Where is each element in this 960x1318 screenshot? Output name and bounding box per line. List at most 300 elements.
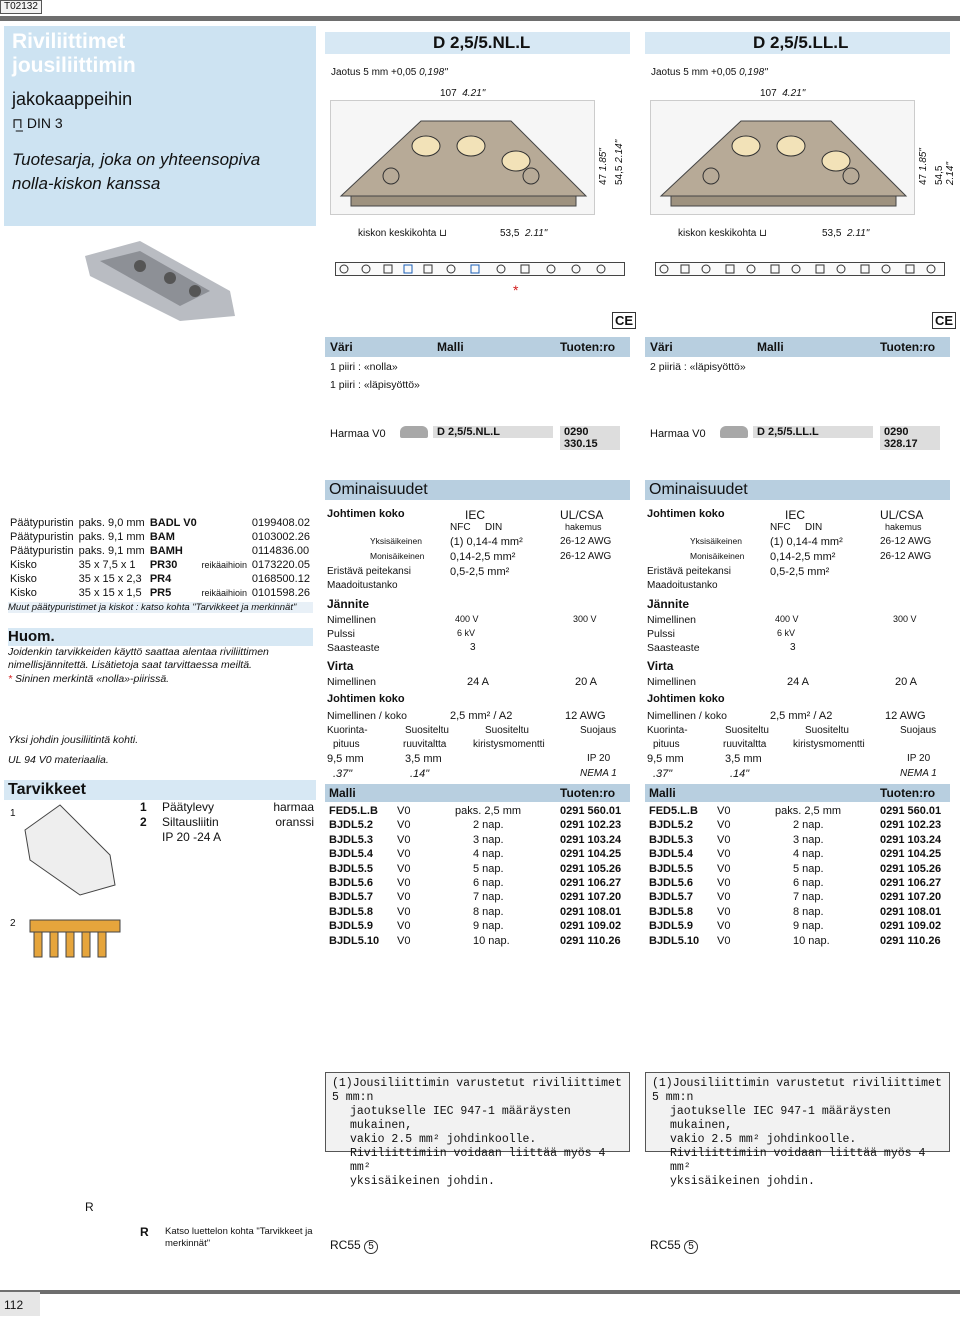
spec-r-in: .14" [410, 768, 430, 780]
spec-nfc: NFC [770, 522, 791, 533]
spec-malli: Malli [329, 786, 356, 800]
jumper-row [645, 805, 950, 819]
spec-r-mm: 3,5 mm [725, 753, 762, 765]
spec-k-in: .37" [653, 768, 673, 780]
jumper-poles: 6 nap. [473, 877, 504, 889]
tarvike-color: oranssi [275, 815, 314, 829]
jumper-color: V0 [397, 862, 411, 875]
spec-iec: IEC [465, 508, 486, 522]
doc-code: T02132 [0, 0, 42, 14]
left-asterisk: * [513, 282, 519, 298]
spec-pulssi-val: 6 kV [777, 628, 796, 638]
jumper-model: BJDL5.8 [329, 905, 374, 918]
accessory-row [8, 572, 313, 586]
title-line1: Riviliittimet [12, 30, 126, 53]
spec-nema: NEMA 1 [900, 768, 937, 779]
left-product-swatch [400, 426, 428, 438]
jumper-model: BJDL5.9 [649, 920, 694, 933]
spec-din: DIN [805, 522, 823, 533]
accessory-cell: reikäaihioin [201, 588, 248, 598]
right-pitch: Jaotus 5 mm +0,05 0,198" [651, 67, 768, 78]
accessory-cell [200, 544, 250, 558]
right-table-header [645, 337, 950, 357]
huom-text5: UL 94 V0 materiaalia. [8, 754, 109, 766]
spec-jannite: Jännite [647, 597, 690, 611]
din-rail-icon: ⊓̲ [12, 115, 27, 131]
spec-suos1: Suositeltu [725, 725, 769, 736]
header-tuoten: Tuoten:ro [880, 340, 936, 354]
spec-tuoten: Tuoten:ro [560, 786, 616, 800]
accessory-row [8, 586, 313, 600]
spec-nim-koko: Nimellinen / koko [647, 710, 727, 722]
jumper-poles: 10 nap. [793, 934, 830, 947]
jumper-poles: 9 nap. [473, 920, 504, 933]
tarvikkeet-list [140, 800, 318, 845]
right-model-band [645, 32, 950, 54]
accessory-cell: Päätypuristin [10, 517, 74, 529]
jumper-code: 0291 108.01 [560, 905, 622, 918]
right-dim-h2: 54,5 2.14" [934, 161, 956, 185]
spec-hakemus: hakemus [885, 522, 922, 532]
jumper-color: V0 [717, 891, 731, 904]
right-rail-dim: 53,5 2.11" [822, 228, 870, 239]
jumper-model: BJDL5.2 [329, 819, 374, 832]
title-line5: nolla-kiskon kanssa [12, 174, 161, 193]
jumper-color: V0 [717, 920, 731, 933]
jumper-poles: 7 nap. [793, 891, 824, 904]
spec-nimellinen: Nimellinen [327, 676, 377, 688]
spec-nimellinen: Nimellinen [647, 676, 697, 688]
spec-nim-ul: 300 V [573, 614, 597, 624]
right-strip-diagram [655, 262, 945, 276]
jumper-color: V0 [717, 805, 731, 817]
spec-virta: Virta [327, 659, 354, 673]
jumper-model: BJDL5.6 [649, 877, 694, 889]
left-dim-width: 107 4.21" [440, 88, 486, 99]
spec-ip: IP 20 [587, 753, 611, 764]
jumper-poles: 5 nap. [793, 862, 824, 875]
accessory-cell [200, 572, 250, 586]
spec-kiris: kiristysmomentti [793, 739, 865, 750]
header-vari: Väri [650, 340, 673, 354]
spec-suos2: Suositeltu [485, 725, 529, 736]
jumper-row [325, 805, 630, 819]
spec-maadoitus: Maadoitustanko [647, 580, 718, 591]
jumper-model: FED5.L.B [649, 805, 698, 817]
jumper-color: V0 [717, 905, 731, 918]
rail-icon: ⊔ [759, 228, 767, 239]
spec-kiris: kiristysmomentti [473, 739, 545, 750]
huom-text3: Sininen merkintä «nolla»-piirissä. [15, 673, 170, 685]
spec-moni-ul: 26-12 AWG [560, 551, 612, 562]
accessory-cell: paks. 9,1 mm [78, 545, 145, 557]
spec-nim-koko: Nimellinen / koko [327, 710, 407, 722]
spec-hakemus: hakemus [565, 522, 602, 532]
left-terminal-drawing [330, 100, 595, 215]
jumper-row [325, 891, 630, 905]
left-circuit-2: 1 piiri : «läpisyöttö» [330, 379, 420, 391]
jumper-row [325, 920, 630, 934]
jumper-model: BJDL5.4 [649, 848, 694, 861]
spec-nim-koko-ul: 12 AWG [565, 710, 606, 722]
spec-johtimen-koko2: Johtimen koko [647, 693, 725, 705]
jumper-code: 0291 102.23 [880, 819, 942, 832]
accessory-cell: paks. 9,0 mm [78, 517, 145, 529]
jumper-color: V0 [717, 848, 731, 861]
jumper-code: 0291 105.26 [560, 862, 622, 875]
jumper-row [325, 863, 630, 877]
accessory-cell: 0101598.26 [251, 587, 310, 599]
jumper-color: V0 [717, 877, 731, 889]
jumper-poles: paks. 2,5 mm [775, 805, 842, 817]
jumper-poles: 3 nap. [473, 833, 504, 846]
jumper-code: 0291 108.01 [880, 905, 942, 918]
right-terminal-drawing [650, 100, 915, 215]
spec-ulcsa: UL/CSA [880, 508, 924, 522]
spec-nim-iec: 400 V [775, 614, 799, 624]
tarvike-color: harmaa [273, 800, 314, 814]
spec-ruuv: ruuvitaltta [723, 739, 767, 750]
jumper-code: 0291 109.02 [880, 920, 942, 933]
jumper-model: BJDL5.10 [329, 934, 380, 947]
accessories-note: Muut päätypuristimet ja kiskot : katso kohta "Tarvikkeet ja merkinnät" [8, 602, 313, 613]
jumper-code: 0291 104.25 [880, 848, 942, 861]
spec-johtimen-koko: Johtimen koko [647, 508, 725, 520]
tarvikkeet-label-1: 1 [10, 808, 16, 819]
jumper-poles: paks. 2,5 mm [455, 805, 522, 817]
tarvike-name: Päätylevy [162, 800, 215, 814]
spec-yksi: Yksisäikeinen [370, 536, 422, 546]
right-rc55: RC55 5 [650, 1238, 698, 1254]
tarvikkeet-title: Tarvikkeet [4, 780, 316, 800]
spec-pulssi-val: 6 kV [457, 628, 476, 638]
spec-johtimen-koko: Johtimen koko [327, 508, 405, 520]
jumper-poles: 6 nap. [793, 877, 824, 889]
spec-saasteaste: Saasteaste [327, 642, 380, 654]
ce-mark-icon: CE [612, 312, 636, 329]
spec-virta-iec: 24 A [787, 676, 810, 688]
jumper-poles: 9 nap. [793, 920, 824, 933]
accessory-cell: BADL V0 [149, 517, 197, 529]
spec-pulssi: Pulssi [327, 628, 356, 640]
jumper-color: V0 [717, 819, 731, 832]
jumper-code: 0291 560.01 [880, 805, 942, 817]
huom-section [8, 628, 313, 687]
jumper-poles: 8 nap. [793, 905, 824, 918]
accessory-row [8, 516, 313, 530]
accessory-row [8, 530, 313, 544]
spec-eristava: Eristävä peitekansi [327, 566, 411, 577]
jumper-row [645, 935, 950, 949]
title-line2: jousiliittimin [12, 54, 136, 77]
accessory-cell: Päätypuristin [10, 531, 74, 543]
spec-r-in: .14" [730, 768, 750, 780]
left-rail-dim: 53,5 2.11" [500, 228, 548, 239]
accessory-cell: 0103002.26 [251, 531, 310, 543]
jumper-row [645, 834, 950, 848]
spec-yksi-ul: 26-12 AWG [880, 536, 932, 547]
spec-virta-ul: 20 A [575, 676, 598, 688]
page-number: 112 [0, 1290, 40, 1316]
right-circuit-1: 2 piiriä : «läpisyöttö» [650, 361, 746, 373]
left-dim-h2: 54,5 2.14" [614, 139, 625, 185]
jumper-model: FED5.L.B [329, 805, 378, 817]
jumper-code: 0291 104.25 [560, 848, 622, 861]
spec-title: Ominaisuudet [645, 480, 950, 500]
spec-suos2: Suositeltu [805, 725, 849, 736]
jumper-color: V0 [397, 920, 411, 933]
left-strip-diagram [335, 262, 625, 276]
header-malli: Malli [757, 340, 784, 354]
accessory-cell: Kisko [10, 587, 37, 599]
tarvike-item [140, 830, 318, 845]
jumper-color: V0 [397, 891, 411, 904]
jumper-poles: 2 nap. [793, 819, 824, 832]
spec-yksi-ul: 26-12 AWG [560, 536, 612, 547]
jumper-model: BJDL5.2 [649, 819, 694, 832]
spec-jannite: Jännite [327, 597, 370, 611]
spec-ruuv: ruuvitaltta [403, 739, 447, 750]
bottom-r-upper: R [85, 1200, 94, 1214]
jumper-row [645, 906, 950, 920]
jumper-code: 0291 103.24 [880, 833, 942, 846]
spec-kuorinta1: Kuorinta- [647, 725, 688, 736]
spec-suojaus: Suojaus [580, 725, 617, 736]
tarvikkeet-drawing [20, 800, 130, 970]
jumper-code: 0291 560.01 [560, 805, 622, 817]
spec-k-mm: 9,5 mm [647, 753, 684, 765]
spec-nema: NEMA 1 [580, 768, 617, 779]
jumper-model: BJDL5.5 [649, 862, 694, 875]
title-line4: Tuotesarja, joka on yhteensopiva [12, 150, 261, 169]
spec-nimellinen: Nimellinen [647, 614, 697, 626]
jumper-code: 0291 106.27 [560, 877, 622, 889]
accessory-cell: 0199408.02 [251, 517, 310, 529]
left-rc55: RC55 5 [330, 1238, 378, 1254]
jumper-color: V0 [397, 833, 411, 846]
right-product-code: 0290 328.17 [880, 426, 940, 450]
top-bar [0, 16, 960, 21]
jumper-row [645, 848, 950, 862]
accessory-row [8, 558, 313, 572]
jumper-model: BJDL5.8 [649, 905, 694, 918]
spec-virta: Virta [647, 659, 674, 673]
jumper-model: BJDL5.3 [649, 833, 694, 846]
spec-ip: IP 20 [907, 753, 931, 764]
accessory-cell: Kisko [10, 559, 37, 571]
tarvike-item [140, 800, 318, 815]
right-rail-label: kiskon keskikohta ⊔ [678, 228, 767, 239]
product-photo [80, 236, 240, 326]
jumper-row [325, 819, 630, 833]
jumper-color: V0 [397, 805, 411, 817]
jumper-code: 0291 105.26 [880, 862, 942, 875]
spec-moni-iec: 0,14-2,5 mm² [450, 551, 516, 563]
right-footnote: (1)Jousiliittimin varustetut riviliittimet 5 mm:n jaotukselle IEC 947-1 määräysten mukainen, vakio 2.5 mm² johdinkoolle. Riviliittimiin voidaan liittää myös 4 mm² yksisäikeinen johdin. [645, 1072, 950, 1152]
left-product-color: Harmaa V0 [330, 428, 386, 440]
spec-nimellinen: Nimellinen [327, 614, 377, 626]
jumper-code: 0291 103.24 [560, 833, 622, 846]
spec-eristava: Eristävä peitekansi [647, 566, 731, 577]
jumper-code: 0291 109.02 [560, 920, 622, 933]
jumper-model: BJDL5.10 [649, 934, 700, 947]
left-rail-label: kiskon keskikohta ⊔ [358, 228, 447, 239]
bottom-note: Katso luettelon kohta "Tarvikkeet ja merkinnät" [165, 1226, 313, 1249]
bottom-bar [40, 1290, 960, 1294]
huom-star: * [8, 673, 13, 685]
accessory-cell [200, 516, 250, 530]
jumper-poles: 8 nap. [473, 905, 504, 918]
right-product-row [645, 426, 950, 450]
accessories-table [8, 516, 313, 613]
huom-text2: nimellisjännitettä. Lisätietoja saat tarvittaessa meiltä. [8, 659, 252, 671]
jumper-model: BJDL5.4 [329, 848, 374, 861]
jumper-color: V0 [717, 934, 731, 947]
spec-kuorinta1: Kuorinta- [327, 725, 368, 736]
jumper-color: V0 [397, 877, 411, 889]
huom-title: Huom. [8, 628, 313, 646]
spec-iec: IEC [785, 508, 806, 522]
jumper-model: BJDL5.7 [649, 891, 694, 904]
tarvike-name: IP 20 -24 A [162, 830, 222, 844]
right-product-model: D 2,5/5.LL.L [753, 426, 873, 438]
spec-nim-ul: 300 V [893, 614, 917, 624]
accessory-cell: BAM [149, 531, 175, 543]
jumper-model: BJDL5.5 [329, 862, 374, 875]
left-product-code: 0290 330.15 [560, 426, 620, 450]
spec-yksi-iec: (1) 0,14-4 mm² [450, 536, 523, 548]
rail-icon: ⊔ [439, 228, 447, 239]
left-circuit-1: 1 piiri : «nolla» [330, 361, 398, 373]
accessory-cell: 35 x 15 x 1,5 [78, 587, 142, 599]
spec-kuorinta2: pituus [653, 739, 680, 750]
spec-nfc: NFC [450, 522, 471, 533]
title-line3: jakokaappeihin [12, 89, 133, 109]
ce-mark-icon: CE [932, 312, 956, 329]
accessory-row [8, 544, 313, 558]
tarvikkeet-label-2: 2 [10, 918, 16, 929]
spec-saaste-val: 3 [470, 642, 476, 653]
jumper-row [645, 819, 950, 833]
accessory-cell: paks. 9,1 mm [78, 531, 145, 543]
jumper-model: BJDL5.7 [329, 891, 374, 904]
huom-text1: Joidenkin tarvikkeiden käyttö saattaa alentaa riviliittimen [8, 646, 269, 658]
header-malli: Malli [437, 340, 464, 354]
spec-malli: Malli [649, 786, 676, 800]
left-dim-h1: 47 1.85" [598, 148, 609, 185]
jumper-model: BJDL5.3 [329, 833, 374, 846]
jumper-poles: 4 nap. [473, 848, 504, 861]
jumper-model: BJDL5.6 [329, 877, 374, 889]
spec-virta-ul: 20 A [895, 676, 918, 688]
tarvike-item [140, 815, 318, 830]
jumper-poles: 10 nap. [473, 934, 510, 947]
jumper-row [645, 920, 950, 934]
jumper-code: 0291 110.26 [880, 934, 941, 947]
accessory-cell: reikäaihioin [201, 560, 248, 570]
accessory-cell: 35 x 7,5 x 1 [78, 559, 136, 571]
jumper-color: V0 [717, 862, 731, 875]
accessory-cell: Päätypuristin [10, 545, 74, 557]
jumper-model: BJDL5.9 [329, 920, 374, 933]
spec-suojaus: Suojaus [900, 725, 937, 736]
spec-ulcsa: UL/CSA [560, 508, 604, 522]
spec-nim-koko-iec: 2,5 mm² / A2 [770, 710, 833, 722]
header-tuoten: Tuoten:ro [560, 340, 616, 354]
accessory-cell: 0173220.05 [251, 559, 310, 571]
left-product-row [325, 426, 630, 450]
right-dim-h1: 47 1.85" [918, 148, 929, 185]
jumper-poles: 5 nap. [473, 862, 504, 875]
accessory-cell [200, 530, 250, 544]
right-product-color: Harmaa V0 [650, 428, 706, 440]
jumper-code: 0291 106.27 [880, 877, 942, 889]
accessory-cell: BAMH [149, 545, 183, 557]
right-product-swatch [720, 426, 748, 438]
jumper-code: 0291 110.26 [560, 934, 621, 947]
spec-pulssi: Pulssi [647, 628, 676, 640]
accessory-cell: PR4 [149, 573, 172, 585]
accessory-cell: 35 x 15 x 2,3 [78, 573, 142, 585]
spec-nim-iec: 400 V [455, 614, 479, 624]
spec-nim-koko-ul: 12 AWG [885, 710, 926, 722]
tarvike-name: Siltausliitin [162, 815, 219, 829]
spec-k-mm: 9,5 mm [327, 753, 364, 765]
accessory-cell: PR5 [149, 587, 172, 599]
spec-moni-ul: 26-12 AWG [880, 551, 932, 562]
right-model-title: D 2,5/5.LL.L [753, 33, 849, 52]
spec-moni-iec: 0,14-2,5 mm² [770, 551, 836, 563]
spec-eristava-val: 0,5-2,5 mm² [770, 566, 830, 578]
jumper-row [645, 877, 950, 891]
spec-din: DIN [485, 522, 503, 533]
spec-k-in: .37" [333, 768, 353, 780]
jumper-code: 0291 107.20 [880, 891, 942, 904]
spec-suos1: Suositeltu [405, 725, 449, 736]
jumper-color: V0 [717, 833, 731, 846]
jumper-code: 0291 107.20 [560, 891, 622, 904]
accessory-cell: 0114836.00 [251, 545, 310, 557]
left-model-band [325, 32, 630, 54]
bottom-r: R [140, 1225, 149, 1239]
spec-saaste-val: 3 [790, 642, 796, 653]
jumper-row [325, 834, 630, 848]
jumper-row [325, 935, 630, 949]
spec-nim-koko-iec: 2,5 mm² / A2 [450, 710, 513, 722]
spec-moni: Monisäikeinen [690, 551, 745, 561]
jumper-color: V0 [397, 905, 411, 918]
spec-moni: Monisäikeinen [370, 551, 425, 561]
huom-text4: Yksi johdin jousiliitintä kohti. [8, 734, 139, 746]
jumper-row [645, 891, 950, 905]
left-footnote: (1)Jousiliittimin varustetut riviliittimet 5 mm:n jaotukselle IEC 947-1 määräysten mukainen, vakio 2.5 mm² johdinkoolle. Riviliittimiin voidaan liittää myös 4 mm² yksisäikeinen johdin. [325, 1072, 630, 1152]
spec-yksi-iec: (1) 0,14-4 mm² [770, 536, 843, 548]
jumper-poles: 7 nap. [473, 891, 504, 904]
jumper-row [325, 906, 630, 920]
jumper-poles: 2 nap. [473, 819, 504, 832]
spec-johtimen-koko2: Johtimen koko [327, 693, 405, 705]
spec-title: Ominaisuudet [325, 480, 630, 500]
jumper-row [325, 848, 630, 862]
left-table-header [325, 337, 630, 357]
accessory-cell: PR30 [149, 559, 178, 571]
spec-virta-iec: 24 A [467, 676, 490, 688]
jumper-code: 0291 102.23 [560, 819, 622, 832]
right-dim-width: 107 4.21" [760, 88, 806, 99]
left-pitch: Jaotus 5 mm +0,05 0,198" [331, 67, 448, 78]
jumper-poles: 3 nap. [793, 833, 824, 846]
jumper-color: V0 [397, 934, 411, 947]
